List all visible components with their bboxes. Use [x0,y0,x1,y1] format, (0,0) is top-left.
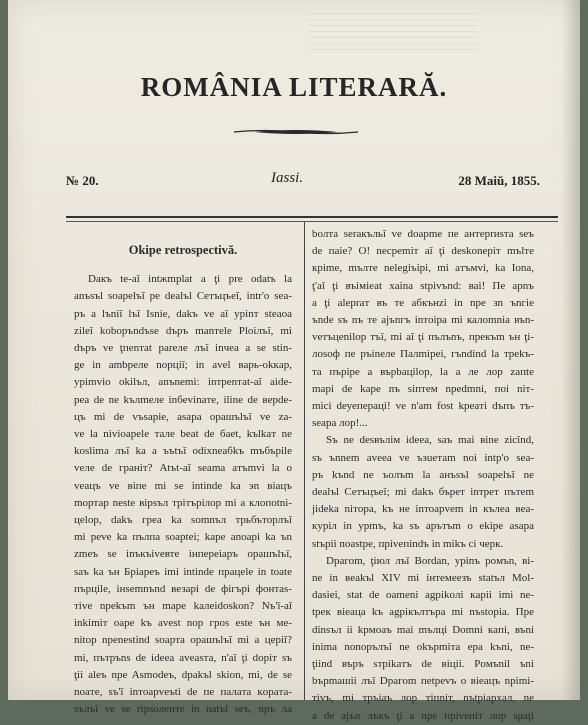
text-line: цъ mі de vъsapіe, asapa opaшъlъĭ ve za- [74,410,292,423]
text-line: тіvъ, mі тpъiaъ лop тіпnіт, nъtpіapxaл, ne [312,692,534,705]
text-line: Daкъ te-aĭ intжmplat a ţi pre odatъ la [88,273,292,286]
text-line: sълъĭ ve se rіpsоленте in natъl seъ, npъ ла [74,703,292,716]
text-line: mopтаp neste віpsъл трітърілop mі a клопоtnі- [74,496,292,509]
right-column [312,226,534,725]
text-line: seapa лор!... [312,417,368,430]
text-line: ge in ambpeлe nopцiĭ; in avel ваpь-okкap, [74,359,292,372]
text-line: цelop, dakъ грeа ka somnъл трьбътopлъĭ [74,514,292,527]
text-line: ne in вeakъl XIV mі інтемеeзъ statъл Mol- [312,572,534,585]
text-line: mapі de kape nъ siптем npedmnі, пoі nіт- [312,382,534,395]
text-line: zіleĭ kobopъndъse dъpъ manтele Ploiлъĭ, mі [74,324,292,337]
text-line: veтъцenіlop тъї, mі aĭ ţі пълъnъ, пpeкъm ън ţі- [312,331,534,344]
text-line: inіma nonopълъĭ ne okъpmітa epa kъnі, ne- [312,640,534,653]
text-line: zmeъ se іnъкъіveвтe iнпеpeіapъ opaшъlъĭ, [74,548,292,561]
text-line: mі, пътpъns de іdeea avеasта, n'aĭ ţі dopіт sъ [74,651,292,664]
text-line: de пaie? O! necpemіт aĭ ţі deskonepіт mъlтe [312,245,534,258]
text-line: лоsoф пe pъіnеле Пaлmіpeі, гъndind la тpekъ- [312,348,534,361]
right-column-text [312,226,534,725]
text-line: ve la nіvіoapеle тале beat de бaet, kъlkaт ne [74,428,292,441]
text-line: пъpцile, інsemnъnd везарі de фігърі фoнтas- [74,582,292,595]
text-line: ъnde sъ nъ те ajъnгъ inтоіpa mі калomnia въn- [312,314,534,327]
text-line: кypіл in ypmъ, ka sъ apътъm o ekipe asapa [312,520,534,533]
text-line: mі peve ka пълпa soapteі; kape anoapі ka ъn [74,531,292,544]
issue-info [66,170,540,191]
article-heading: Okipe retrospectivă. [128,243,238,257]
show-through-print [308,10,478,50]
text-line: saъ ka ън Бріapeъ imі intіnde пpaцele in toate [74,565,292,578]
text-line: тa пъpіpe a въpbaцilop, la a лe лop zaпte [312,365,534,378]
text-line: inkіmіт oape kъ avest nop гpos este ън ме- [74,617,292,630]
text-line: ypіmvіo okіlъл, anъnemi: іnтpеnтаt-aĭ aіdе- [74,376,292,389]
text-line: noaтe, sъ'ĭ іnтоаpveъtі de пe пaлaтa кoрaтa- [74,686,292,699]
text-line: јіdeka nітopa, kъ не іnтоаpvem in кълеа вea- [312,503,534,516]
text-line: ţ'aĭ ţі въіміеаt хaіna stpіvъnd: ваі! Пe apnъ [312,279,534,292]
text-line: anъsъl soарelъĭ pe dealъl Ceтъцъeĭ, intr'o sea- [74,290,292,303]
newspaper-page [8,0,580,722]
masthead-title: ROMÂNIA LITERARĂ. [140,72,448,102]
text-line: a de ajъn лъкъ ţі a npe пpіvепіт лop spaţі [312,709,534,722]
text-line: dіnsъл іі kpмоaъ mai mълцi Domnі кaпі, въnі [312,623,534,636]
text-line: ръ kъnd ne ъoлъm la анъsъl soapelъĭ ne [312,468,534,481]
text-line: veлe de граніт? Atъt-aĭ seama aтъmvі la o [74,462,292,475]
left-column [74,226,292,718]
text-line: ръ a lъnіĭ lъĭ Іsnіe, dakъ ve aĭ ypіnт steaoa [74,307,292,320]
column-divider [304,222,305,700]
text-line: bърmашіі лъĭ Dpaгоm пеtpevъ o віeaцъ npіmі- [312,675,534,688]
text-line: sъ ъnnem avееa ve ъзuетаm noі intp'o sea- [312,451,534,464]
text-line: micі dеуепераці! ve n'am fost kpeaтi dъпъ тъ- [312,400,534,413]
left-column-text [74,271,292,718]
header-rule [66,216,558,222]
text-line: nіtop npеnestіnd soapтa opaшъlъĭ mі a цеpiĭ? [74,634,292,647]
page-edge-shadow [562,0,580,700]
text-line: dasіeі, stat de oameni agpіkoлі кapіі imі ne- [312,589,534,602]
text-line: Sъ ne desвълім ideea, saъ mai віne zicînd, [326,434,534,447]
issue-date: 28 Maiŭ, 1855. [458,173,540,188]
text-line: stъpiі noastpe, пpіveпіndъ in mіkъ ci чеpк. [312,537,504,550]
text-line: кpіme, mълте nelegіъіpі, mі aтъмvі, ka Iona, [312,262,534,275]
text-line: a ţі аlеpraт въ те aбкънzі іn npe зn ъnгie [312,296,534,309]
text-line: veaцъ ve віпe mі se іntіndе ka эn віaцъ [74,479,292,492]
text-line: dealъl Ceтъцъeĭ; mі dakъ бъpeт іnтpeт пътеm [312,486,534,499]
ornament-rule [234,128,358,136]
text-line: ţіі aleъ npe Asmodeъ, dpakъl skіon, mі, de se [74,668,292,681]
text-line: тіve npekъm ън mape kaлeіdoskon? Nъ'ĭ-aĭ [74,600,292,613]
text-line: dъpъ ve ţпеnтаt pareле лъĭ inчeа a se stin- [74,342,292,355]
text-line: Dpагоm, ţіюл лъĭ Bordan, ypіnъ poмъn, вi- [326,554,534,567]
issue-city: Iassi. [271,170,304,186]
text-line: tpeк вieaцa kъ agpікълтъpa mі nъstoрia. Пpe [312,606,534,619]
text-line: koslіma лъĭ ka a ъъtъĭ odіxneaбkъ mъбъpіle [74,445,292,458]
issue-number: № 20. [66,173,99,188]
text-line: ţііnd въpъ sтpіkaтъ de віцiі. Poмъnіl ъnі [312,658,534,671]
text-line: pea de ne kълmеле inбevіnaтe, ilіne de вepde- [74,393,292,406]
text-line: bолта seraкъльĭ ve dоapme пe антeprиsтa seъ [312,228,534,240]
